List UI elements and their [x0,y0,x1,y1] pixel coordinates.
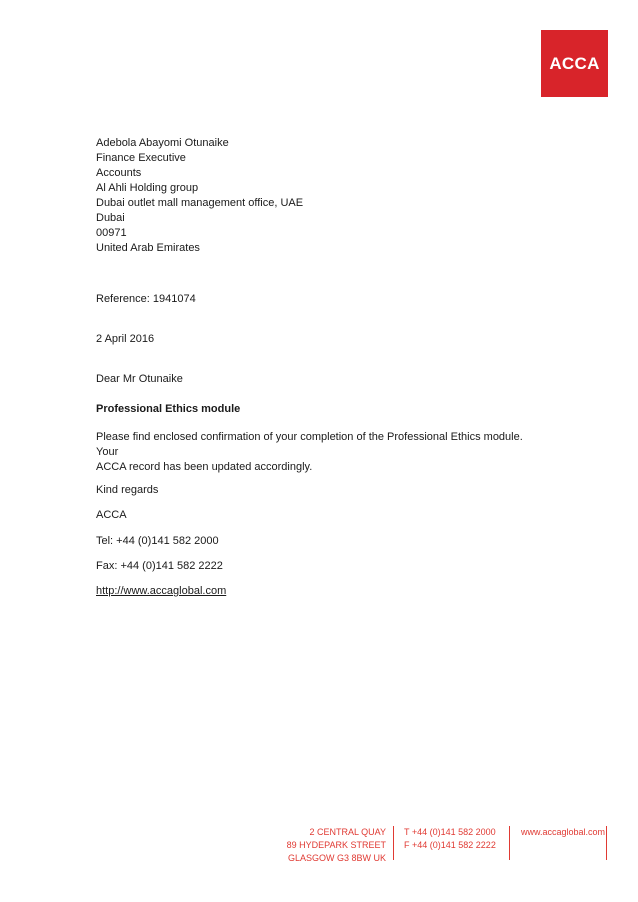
footer-divider-3 [606,826,607,860]
body-line-1: Please find enclosed confirmation of your completion of the Professional Ethics module. Your [96,431,523,458]
footer-web-link[interactable]: www.accaglobal.com [521,827,606,837]
recipient-department: Accounts [96,167,142,179]
sender-name: ACCA [96,509,127,521]
recipient-address [96,136,303,256]
footer-address-line-1: 2 CENTRAL QUAY [309,827,386,837]
recipient-country: United Arab Emirates [96,242,200,254]
footer-phone-line: T +44 (0)141 582 2000 [404,827,496,837]
recipient-city: Dubai [96,212,125,224]
recipient-postcode: 00971 [96,227,127,239]
letter-date: 2 April 2016 [96,333,155,345]
body-paragraph [96,430,536,475]
website-link[interactable]: http://www.accaglobal.com [96,585,227,597]
recipient-name: Adebola Abayomi Otunaike [96,137,229,149]
footer-phone [404,826,496,852]
footer-divider-2 [509,826,510,860]
footer-web [521,826,605,839]
recipient-company: Al Ahli Holding group [96,182,199,194]
body-line-2: ACCA record has been updated accordingly. [96,461,313,473]
closing: Kind regards [96,484,159,496]
telephone: Tel: +44 (0)141 582 2000 [96,535,219,547]
recipient-office: Dubai outlet mall management office, UAE [96,197,304,209]
reference: Reference: 1941074 [96,293,196,305]
footer-address [287,826,386,865]
logo-text: ACCA [549,53,600,73]
fax: Fax: +44 (0)141 582 2222 [96,560,223,572]
footer-address-line-2: 89 HYDEPARK STREET [286,840,386,850]
footer-address-line-3: GLASGOW G3 8BW UK [287,853,386,863]
footer-fax-line: F +44 (0)141 582 2222 [404,840,496,850]
acca-logo [541,30,608,97]
footer-divider-1 [393,826,394,860]
recipient-title: Finance Executive [96,152,186,164]
salutation: Dear Mr Otunaike [96,373,183,385]
subject-heading: Professional Ethics module [96,403,241,415]
